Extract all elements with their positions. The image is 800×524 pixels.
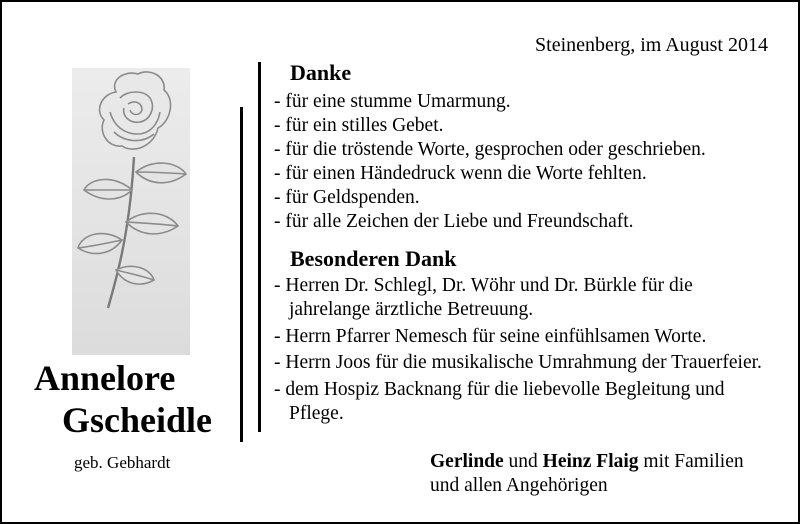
deceased-first-name: Annelore: [34, 358, 176, 398]
signature-block: [430, 450, 744, 498]
deceased-last-name: Gscheidle: [62, 400, 212, 440]
birth-name: geb. Gebhardt: [74, 453, 171, 472]
list-item: - für ein stilles Gebet.: [274, 114, 706, 138]
list-item: - für alle Zeichen der Liebe und Freundschaft.: [274, 210, 706, 234]
signature-line-2: und allen Angehörigen: [430, 475, 608, 496]
signature-line-1: [430, 450, 744, 474]
danke-list: [274, 90, 706, 234]
rose-icon: [54, 62, 204, 312]
list-item: - Herrn Pfarrer Nemesch für seine einfühlsamen Worte.: [274, 325, 764, 349]
list-item: - für die tröstende Worte, gesprochen oder geschrieben.: [274, 138, 706, 162]
signature-and: und: [508, 451, 538, 472]
signature-name-1: Gerlinde: [430, 451, 504, 472]
signature-suffix: mit Familien: [643, 451, 744, 472]
list-item: - für Geldspenden.: [274, 186, 706, 210]
besonderen-dank-heading: Besonderen Dank: [290, 246, 457, 271]
divider-line-right: [258, 62, 261, 432]
list-item: - dem Hospiz Backnang für die liebevolle Begleitung und Pflege.: [274, 378, 764, 426]
danke-heading: Danke: [290, 60, 352, 85]
list-item: - für einen Händedruck wenn die Worte fehlten.: [274, 162, 706, 186]
date-line: Steinenberg, im August 2014: [535, 34, 768, 56]
list-item: - Herrn Joos für die musikalische Umrahmung der Trauerfeier.: [274, 351, 764, 375]
signature-name-2: Heinz Flaig: [542, 451, 639, 472]
list-item: - Herren Dr. Schlegl, Dr. Wöhr und Dr. Bürkle für die jahrelange ärztliche Betreuung.: [274, 274, 764, 322]
list-item: - für eine stumme Umarmung.: [274, 90, 706, 114]
divider-line-left: [240, 107, 243, 442]
besonderen-dank-list: [274, 274, 764, 426]
